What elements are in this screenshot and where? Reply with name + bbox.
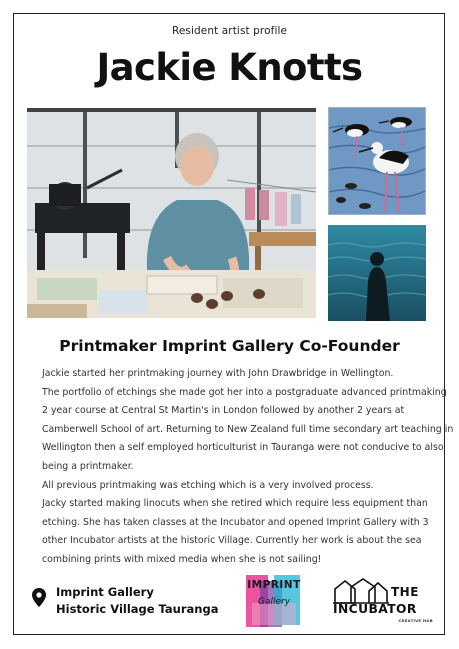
bio-line: Camberwell School of art. Returning to New Zealand full time secondary art teaching in: [42, 423, 454, 435]
imprint-logo-word: IMPRINT: [247, 579, 301, 591]
bio-line: other Incubator artists at the historic Village. Currently her work is about the sea: [42, 535, 422, 547]
artist-role-heading: Printmaker Imprint Gallery Co-Founder: [59, 337, 400, 355]
map-pin-icon: [32, 588, 46, 607]
imprint-logo-sub: Gallery: [257, 597, 291, 607]
location-village: Historic Village Tauranga: [56, 602, 219, 616]
imprint-gallery-logo: [244, 573, 304, 631]
incubator-logo: [333, 577, 435, 627]
stilt-birds-linocut: [328, 107, 426, 215]
bio-line: etching. She has taken classes at the Incubator and opened Imprint Gallery with 3: [42, 516, 429, 528]
incubator-name: INCUBATOR: [333, 602, 417, 616]
bio-line: being a printmaker.: [42, 460, 134, 472]
profile-eyebrow: Resident artist profile: [171, 25, 288, 37]
bio-line: 2 year course at Central St Martin's in London followed by another 2 years at: [42, 405, 405, 417]
bio-line: Wellington then a self employed horticulturist in Tauranga were not conducive to also: [42, 442, 444, 454]
artist-bio: [42, 365, 454, 570]
incubator-house-icon: [333, 577, 389, 605]
bio-line: All previous printmaking was etching which is a very involved process.: [42, 479, 374, 491]
artist-name: Jackie Knotts: [96, 46, 363, 89]
bio-line: Jackie started her printmaking journey with John Drawbridge in Wellington.: [42, 368, 394, 379]
bio-line: The portfolio of etchings she made got her into a postgraduate advanced printmaking: [42, 386, 447, 398]
gallery-location: [32, 585, 232, 625]
swimmer-print: [328, 225, 426, 321]
artist-printmaking-photo: [27, 108, 316, 318]
location-gallery-name: Imprint Gallery: [56, 585, 154, 599]
incubator-the: THE: [391, 585, 419, 599]
bio-line: combining prints with mixed media when she is not sailing!: [42, 553, 322, 565]
bio-line: Jacky started making linocuts when she retired which require less equipment than: [42, 498, 428, 510]
incubator-tagline: CREATIVE HUB: [398, 618, 433, 623]
